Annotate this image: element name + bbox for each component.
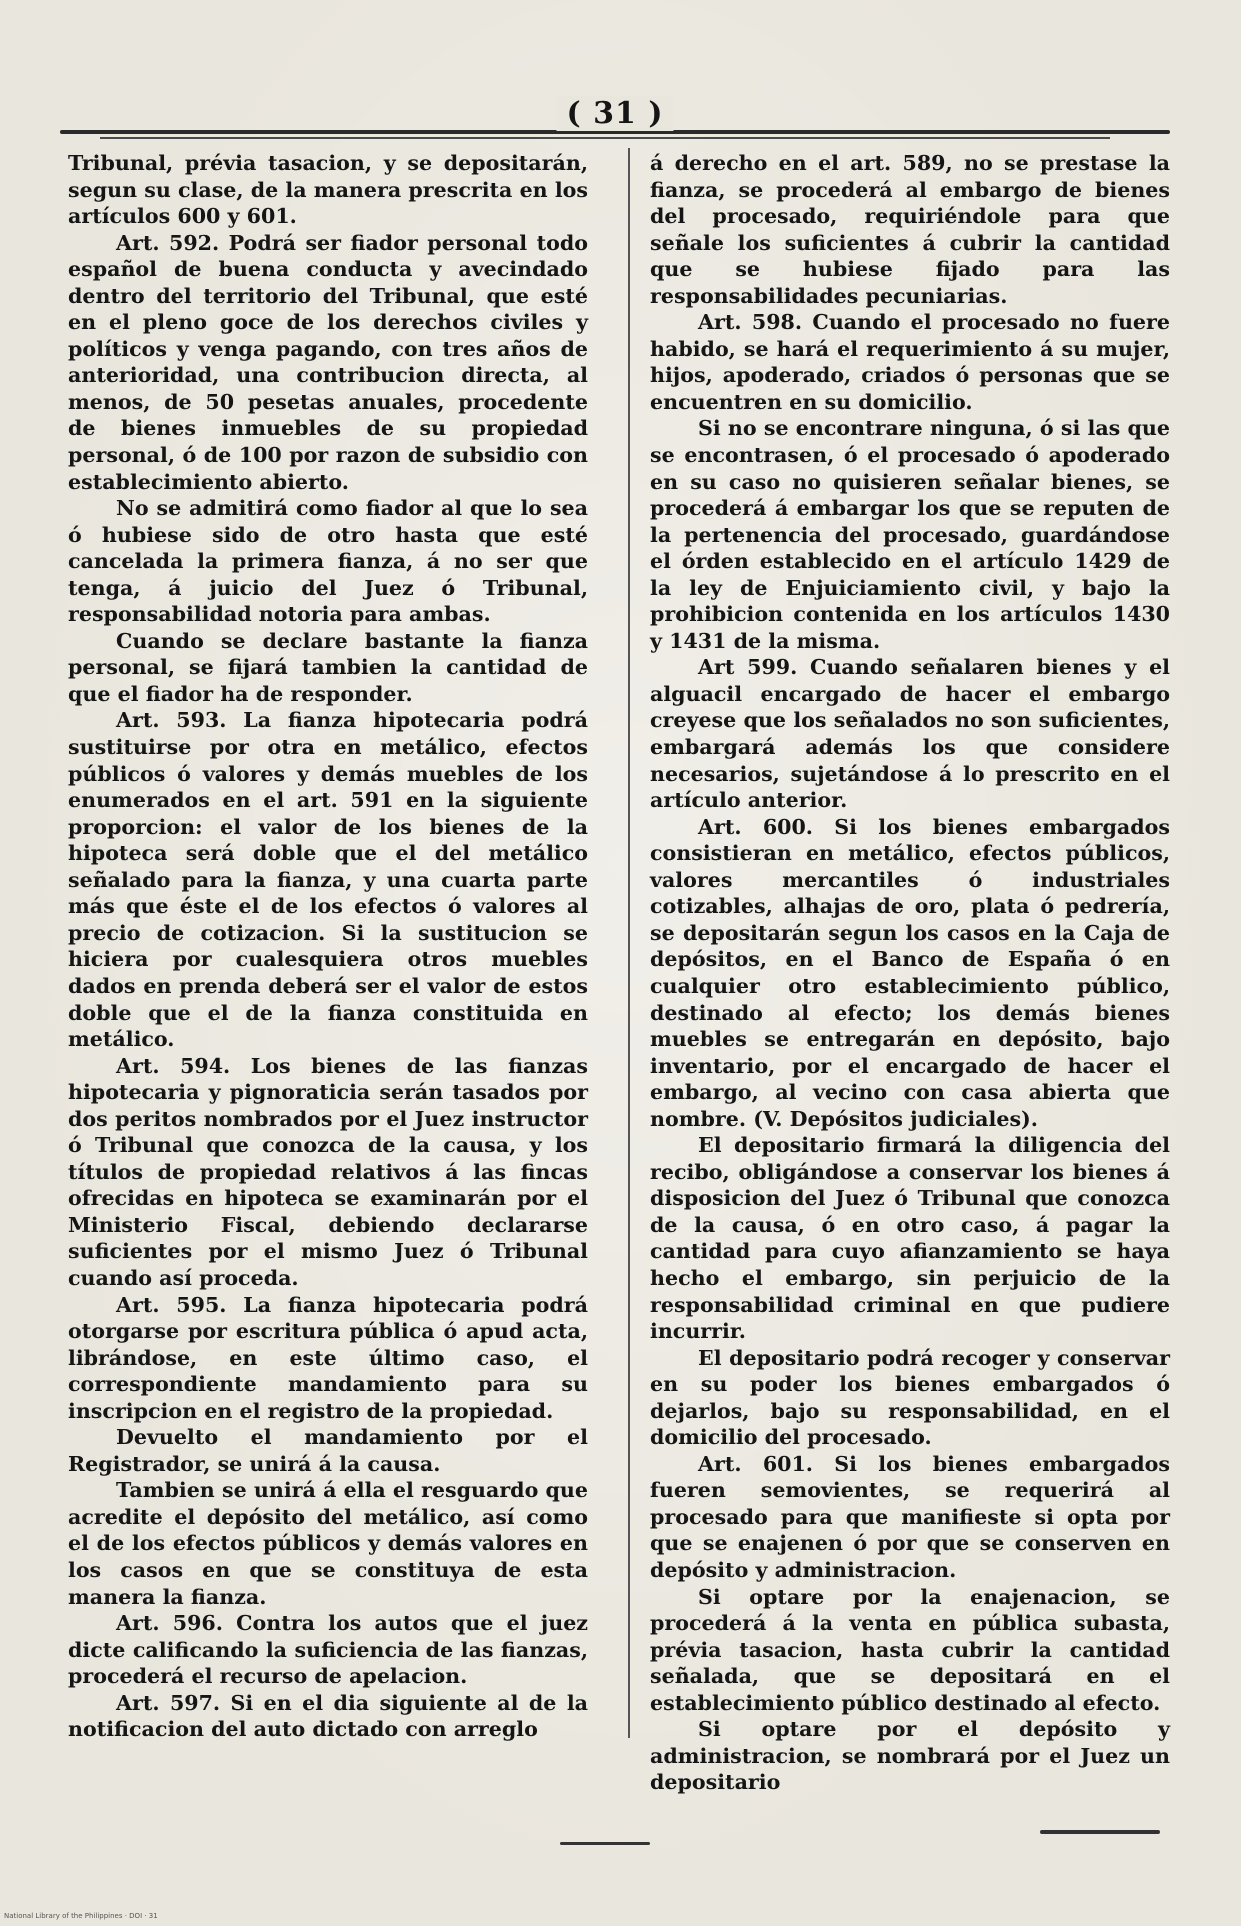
- right-column: [650, 150, 1170, 1796]
- right-column-paragraph: Art. 600. Si los bienes embargados consistieran en metálico, efectos públicos, valores mercantiles ó industriales cotizables, alhajas de oro, plata ó pedrería, se depositarán segun los casos en la Caja de depósitos, en el Banco de España ó en cualquier otro establecimiento público, destinado al efecto; los demás bienes muebles se entregarán en depósito, bajo inventario, por el encargado de hacer el embargo, al vecino con casa abierta que nombre. (V. Depósitos judiciales).: [650, 814, 1170, 1131]
- column-divider: [628, 148, 630, 1738]
- left-column: [68, 150, 588, 1743]
- right-column-paragraph: Si no se encontrare ninguna, ó si las que se encontrasen, ó el procesado ó apoderado en su caso no quisieren señalar bienes, se procederá á embargar los que se reputen de la pertenencia del procesado, guardándose el órden establecido en el artículo 1429 de la ley de Enjuiciamiento civil, y bajo la prohibicion contenida en los artículos 1430 y 1431 de la misma.: [650, 416, 1170, 653]
- left-column-paragraph: Art. 595. La fianza hipotecaria podrá otorgarse por escritura pública ó apud acta, librándose, en este último caso, el correspondiente mandamiento para su inscripcion en el registro de la propiedad.: [68, 1292, 588, 1423]
- header-rule-thin: [100, 137, 1110, 139]
- left-column-paragraph: Art. 596. Contra los autos que el juez dicte calificando la suficiencia de las fianzas, procederá el recurso de apelacion.: [68, 1611, 588, 1689]
- right-column-paragraph: Art 599. Cuando señalaren bienes y el alguacil encargado de hacer el embargo creyese que los señalados no son suficientes, embargará además los que considere necesarios, sujetándose á lo prescrito en el artículo anterior.: [650, 655, 1170, 813]
- left-column-paragraph: Tribunal, prévia tasacion, y se depositarán, segun su clase, de la manera prescrita en los artículos 600 y 601.: [68, 151, 588, 229]
- scan-smudge: [560, 1842, 650, 1845]
- page-number: ( 31 ): [556, 96, 673, 131]
- right-column-paragraph: El depositario podrá recoger y conservar en su poder los bienes embargados ó dejarlos, bajo su responsabilidad, en el domicilio del procesado.: [650, 1345, 1170, 1450]
- left-column-paragraph: Devuelto el mandamiento por el Registrador, se unirá á la causa.: [68, 1425, 588, 1476]
- page-header: [60, 96, 1170, 142]
- left-column-paragraph: Art. 594. Los bienes de las fianzas hipotecaria y pignoraticia serán tasados por dos peritos nombrados por el Juez instructor ó Tribunal que conozca de la causa, y los títulos de propiedad relativos á las fincas ofrecidas en hipoteca se examinarán por el Ministerio Fiscal, debiendo declararse suficientes por el mismo Juez ó Tribunal cuando así proceda.: [68, 1053, 588, 1290]
- scan-smudge: [1040, 1830, 1160, 1834]
- left-column-paragraph: No se admitirá como fiador al que lo sea ó hubiese sido de otro hasta que esté cancelada la primera fianza, á no ser que tenga, á juicio del Juez ó Tribunal, responsabilidad notoria para ambas.: [68, 496, 588, 627]
- right-column-paragraph: Si optare por el depósito y administracion, se nombrará por el Juez un depositario: [650, 1717, 1170, 1795]
- right-column-paragraph: Si optare por la enajenacion, se procederá á la venta en pública subasta, prévia tasacion, hasta cubrir la cantidad señalada, que se depositará en el establecimiento público destinado al efecto.: [650, 1584, 1170, 1715]
- left-column-paragraph: Art. 593. La fianza hipotecaria podrá sustituirse por otra en metálico, efectos públicos ó valores y demás muebles de los enumerados en el art. 591 en la siguiente proporcion: el valor de los bienes de la hipoteca será doble que el del metálico señalado para la fianza, y una cuarta parte más que éste el de los efectos ó valores al precio de cotizacion. Si la sustitucion se hiciera por cualesquiera otros muebles dados en prenda deberá ser el valor de estos doble que el de la fianza constituida en metálico.: [68, 708, 588, 1052]
- right-column-paragraph: El depositario firmará la diligencia del recibo, obligándose a conservar los bienes á disposicion del Juez ó Tribunal que conozca de la causa, ó en otro caso, á pagar la cantidad para cuyo afianzamiento se haya hecho el embargo, sin perjuicio de la responsabilidad criminal en que pudiere incurrir.: [650, 1133, 1170, 1344]
- right-column-paragraph: Art. 598. Cuando el procesado no fuere habido, se hará el requerimiento á su mujer, hijos, apoderado, criados ó personas que se encuentren en su domicilio.: [650, 310, 1170, 414]
- left-column-paragraph: Cuando se declare bastante la fianza personal, se fijará tambien la cantidad de que el fiador ha de responder.: [68, 628, 588, 706]
- footer-note: National Library of the Philippines · DOI · 31: [4, 1912, 158, 1920]
- left-column-paragraph: Tambien se unirá á ella el resguardo que acredite el depósito del metálico, así como el de los efectos públicos y demás valores en los casos en que se constituya de esta manera la fianza.: [68, 1478, 588, 1609]
- right-column-paragraph: Art. 601. Si los bienes embargados fueren semovientes, se requerirá al procesado para que manifieste si opta por que se enajenen ó por que se conserven en depósito y administracion.: [650, 1451, 1170, 1582]
- right-column-paragraph: á derecho en el art. 589, no se prestase la fianza, se procederá al embargo de bienes del procesado, requiriéndole para que señale los suficientes á cubrir la cantidad que se hubiese fijado para las responsabilidades pecuniarias.: [650, 151, 1170, 308]
- left-column-paragraph: Art. 597. Si en el dia siguiente al de la notificacion del auto dictado con arreglo: [68, 1690, 588, 1742]
- left-column-paragraph: Art. 592. Podrá ser fiador personal todo español de buena conducta y avecindado dentro del territorio del Tribunal, que esté en el pleno goce de los derechos civiles y políticos y venga pagando, con tres años de anterioridad, una contribucion directa, al menos, de 50 pesetas anuales, procedente de bienes inmuebles de su propiedad personal, ó de 100 por razon de subsidio con establecimiento abierto.: [68, 230, 588, 494]
